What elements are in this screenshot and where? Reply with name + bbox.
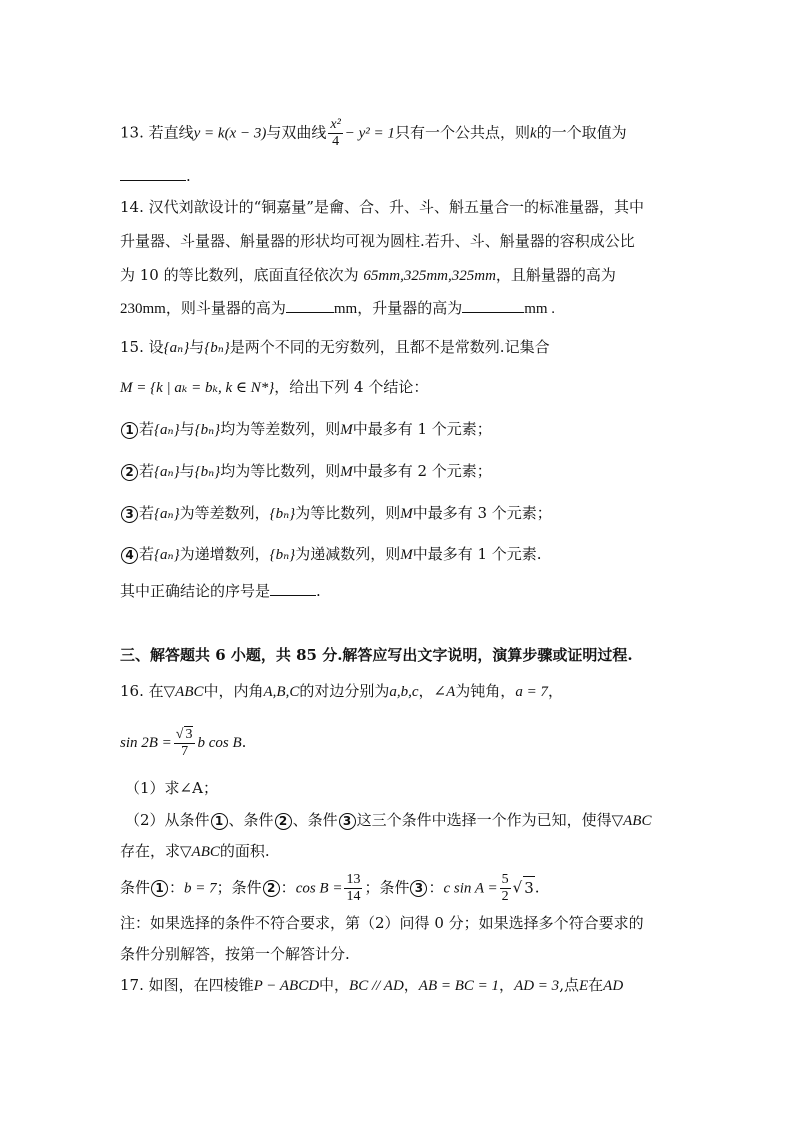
q16-equation: sin 2B = $\frac{√ 3}{7}$ b cos B.	[120, 727, 247, 759]
fraction-x2-over-4: $\frac{\text{x²}}{4}$	[330, 117, 341, 149]
circled-number-3: 3	[121, 506, 138, 523]
q16-part2-cont: 存在，求▽ABC的面积.	[120, 842, 270, 860]
q16-part1: （1）求∠A；	[125, 779, 218, 797]
answer-blank-dou[interactable]	[286, 298, 334, 313]
answer-blank[interactable]	[120, 166, 186, 181]
q13-answer-line: .	[120, 165, 191, 187]
circled-number-1: 1	[211, 813, 228, 830]
q15-item-3: 3 若{aₙ}为等差数列，{bₙ}为等比数列，则M中最多有 3 个元素；	[120, 502, 552, 525]
q15-line1: 15. 设{aₙ}与{bₙ}是两个不同的无穷数列，且都不是常数列.记集合	[120, 338, 550, 356]
q13-line1: 13. 若直线y = k(x − 3)与双曲线 $\frac{\text{x²}}{4}$ − y² = 1只有一个公共点，则k的一个取值为	[120, 117, 627, 149]
q16-note2: 条件分别解答，按第一个解答计分.	[120, 945, 350, 963]
q14-line1: 14. 汉代刘歆设计的“铜嘉量”是龠、合、升、斗、斛五量合一的标准量器，其中	[120, 198, 644, 216]
q16-part2: （2）从条件 1 、条件 2 、条件 3 这三个条件中选择一个作为已知，使得▽ABC	[125, 811, 652, 829]
circled-number-2: 2	[121, 464, 138, 481]
q16-note1: 注：如果选择的条件不符合要求，第（2）问得 0 分；如果选择多个符合要求的	[120, 914, 644, 932]
circled-number-1: 1	[151, 880, 168, 897]
section-heading: 三、解答题共 6 小题，共 85 分.解答应写出文字说明，演算步骤或证明过程.	[120, 646, 633, 664]
fraction-sqrt3-over-7: $\frac{√ 3}{7}$	[174, 726, 196, 760]
q15-item-2: 2 若{aₙ}与{bₙ}均为等比数列，则M中最多有 2 个元素；	[120, 460, 492, 483]
q16-line1: 16. 在▽ABC中，内角A,B,C的对边分别为a,b,c，∠A为钝角，a = 7，	[120, 682, 563, 700]
q15-answer-line: 其中正确结论的序号是 .	[120, 582, 321, 600]
answer-blank[interactable]	[270, 581, 316, 596]
circled-number-1: 1	[121, 422, 138, 439]
q14-line4: 230mm，则斗量器的高为 mm，升量器的高为 mm .	[120, 299, 556, 317]
q17-line1: 17. 如图，在四棱锥P − ABCD中，BC // AD，AB = BC = 1，AD = 3,点E在AD	[120, 976, 624, 994]
circled-number-3: 3	[339, 813, 356, 830]
q15-item-4: 4 若{aₙ}为递增数列，{bₙ}为递减数列，则M中最多有 1 个元素.	[120, 543, 542, 566]
circled-number-4: 4	[121, 547, 138, 564]
circled-number-2: 2	[275, 813, 292, 830]
q15-item-1: 1 若{aₙ}与{bₙ}均为等差数列，则M中最多有 1 个元素；	[120, 418, 492, 441]
q16-conditions: 条件 1 ：b = 7；条件 2 ：cos B = $\frac{13}{14}$ ；条件 3 ：c sin A = $\frac{5}{2}$ √ 3.	[120, 872, 540, 904]
circled-number-2: 2	[263, 880, 280, 897]
fraction-5-over-2: $\frac{5}{2}$	[501, 872, 509, 904]
q15-line2: M = {k | aₖ = bₖ, k ∈ N*}，给出下列 4 个结论：	[120, 378, 429, 396]
circled-number-3: 3	[410, 880, 427, 897]
q14-line3: 为 10 的等比数列，底面直径依次为 65mm,325mm,325mm，且斛量器的高为	[120, 266, 616, 284]
fraction-13-over-14: $\frac{13}{14}$	[346, 872, 361, 904]
q14-line2: 升量器、斗量器、斛量器的形状均可视为圆柱.若升、斗、斛量器的容积成公比	[120, 232, 635, 250]
answer-blank-sheng[interactable]	[462, 298, 524, 313]
